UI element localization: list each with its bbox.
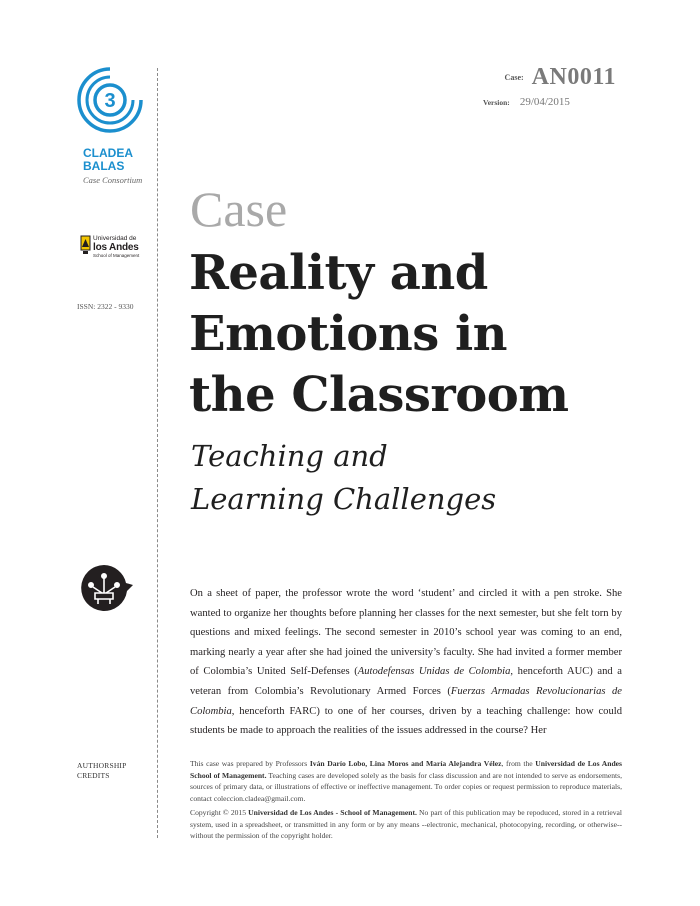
- case-code: AN0011: [531, 64, 616, 90]
- cladea-logo-icon: [76, 66, 144, 134]
- authorship-line-2: CREDITS: [77, 771, 110, 780]
- issn-label: ISSN: 2322 - 9330: [77, 302, 134, 311]
- copyright-holder: Universidad de Los Andes - School of Management.: [248, 808, 417, 817]
- authorship-footnote: [190, 758, 622, 805]
- university-logo: [93, 235, 139, 258]
- footnote-authors: Iván Darío Lobo, Lina Moros and María Alejandra Vélez: [309, 759, 502, 768]
- svg-text:3: 3: [104, 90, 116, 112]
- copyright-text: Copyright © 2015: [190, 808, 249, 817]
- body-text-part: On a sheet of paper, the professor wrote the word ‘student’ and circled it with a pen stroke. She wanted to organize her thoughts before planning her classes for the next semester, but she felt torn by questions and mixed feelings. The second semester in 2010’s school year was coming to an end, marking nearly a year after she had joined the university’s faculty. She had invited a former member of Colombia’s United Self-Defenses (: [190, 588, 622, 678]
- footnote-text: , from the: [501, 759, 536, 768]
- footnote-text: This case was prepared by Professors: [190, 759, 310, 768]
- page-subtitle: [191, 435, 671, 521]
- university-crest-icon: [80, 235, 91, 255]
- org-subtitle: Case Consortium: [83, 175, 143, 185]
- body-italic-auc: Autodefensas Unidas de Colombia: [357, 666, 511, 678]
- vertical-divider: [157, 68, 158, 838]
- title-line-3: the Classroom: [189, 367, 569, 423]
- body-paragraph: [190, 584, 622, 741]
- title-line-2: Emotions in: [189, 306, 508, 362]
- body-text-part: , henceforth FARC) to one of her courses, driven by a teaching challenge: how could students be made to approach the realities of the issues addressed in the course? Her: [190, 705, 622, 737]
- category-badge-icon: [78, 563, 134, 615]
- page-title: [189, 243, 669, 426]
- version-row: [483, 92, 570, 110]
- document-kind: Case: [190, 181, 288, 237]
- body-italic-farc: Fuerzas Armadas Revolucionarias de Colombia: [190, 685, 622, 717]
- authorship-line-1: AUTHORSHIP: [77, 761, 127, 770]
- org-name: [83, 147, 133, 173]
- case-label: Case:: [504, 73, 524, 82]
- org-line-2: BALAS: [83, 159, 125, 173]
- title-line-1: Reality and: [189, 245, 488, 301]
- university-line-1: Universidad de: [93, 235, 137, 242]
- version-label: Version:: [483, 98, 510, 107]
- version-date: 29/04/2015: [519, 96, 570, 108]
- university-line-2: los Andes: [93, 242, 139, 253]
- case-code-row: [505, 64, 616, 91]
- copyright-notice: [190, 807, 622, 842]
- org-line-1: CLADEA: [83, 146, 133, 160]
- authorship-credits: [77, 761, 127, 781]
- footnote-school: Universidad de Los Andes School of Management.: [190, 759, 623, 780]
- university-line-3: School of Management: [93, 253, 140, 258]
- subtitle-line-1: Teaching and: [191, 439, 388, 473]
- body-text-part: , henceforth AUC) and a veteran from Colombia’s Revolutionary Armed Forces (: [190, 666, 622, 697]
- copyright-text: No part of this publication may be repoduced, stored in a retrieval system, used in a spreadsheet, or transmitted in any form or by any means --electronic, mechanical, photocopying, recording, or otherwise-- without the permission of the copyright holder.: [190, 808, 623, 841]
- subtitle-line-2: Learning Challenges: [191, 482, 497, 516]
- footnote-text: Teaching cases are developed solely as the basis for class discussion and are not intended to serve as endorsements, sources of primary data, or illustrations of effective or ineffective management. To order copies or request permission to reproduce materials, contact coleccion.cladea@gmail.com.: [190, 770, 622, 804]
